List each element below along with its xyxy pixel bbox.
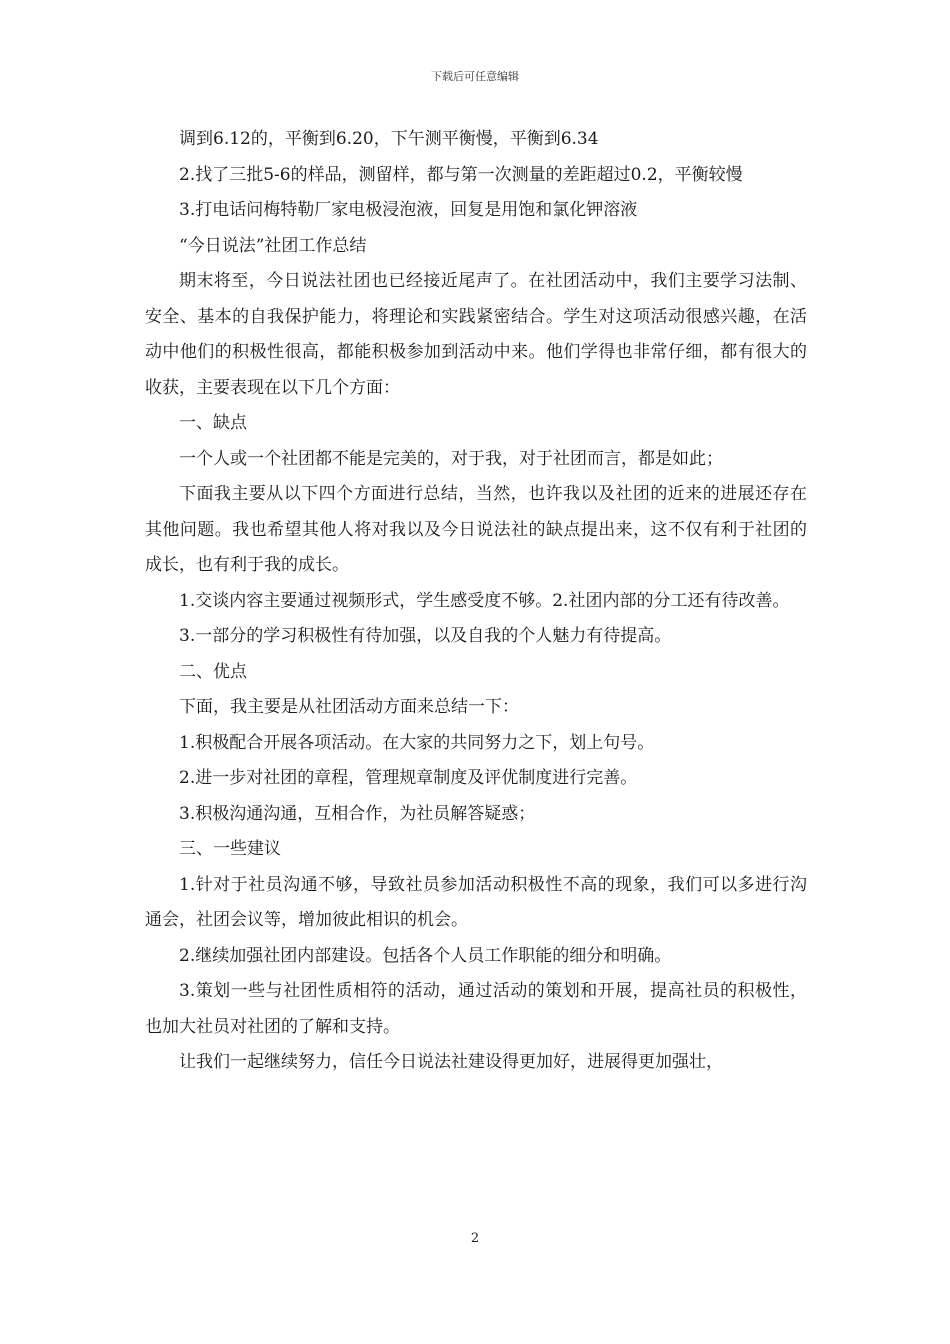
heading-shortcomings: 一、缺点 (179, 413, 247, 433)
page-header: 下载后可任意编辑 (431, 70, 519, 83)
paragraph-7: 一个人或一个社团都不能是完美的，对于我，对于社团而言，都是如此； (179, 448, 723, 469)
page-number: 2 (470, 1231, 480, 1246)
paragraph-1: 调到6.12的，平衡到6.20，下午测平衡慢，平衡到6.34 (179, 129, 599, 149)
heading-suggestions: 三、一些建议 (179, 839, 281, 859)
paragraph-10: 3.一部分的学习积极性有待加强，以及自我的个人魅力有待提高。 (179, 626, 672, 646)
paragraph-20: 让我们一起继续努力，信任今日说法社建设得更加好，进展得更加强壮， (179, 1052, 723, 1072)
paragraph-3: 3.打电话问梅特勒厂家电极浸泡液，回复是用饱和氯化钾溶液 (179, 200, 638, 220)
paragraph-17: 1.针对于社员沟通不够，导致社员参加活动积极性不高的现象，我们可以多进行沟通会，社团会议等，增加彼此相识的机会。 (145, 874, 807, 930)
paragraph-8: 下面我主要从以下四个方面进行总结，当然，也许我以及社团的近来的进展还存在其他问题。我也希望其他人将对我以及今日说法社的缺点提出来，这不仅有利于社团的成长，也有利于我的成长。 (145, 484, 807, 575)
paragraph-18: 2.继续加强社团内部建设。包括各个人员工作职能的细分和明确。 (179, 945, 672, 966)
section-title: “今日说法”社团工作总结 (179, 235, 367, 256)
paragraph-9: 1.交谈内容主要通过视频形式，学生感受度不够。2.社团内部的分工还有待改善。 (179, 590, 790, 611)
paragraph-13: 1.积极配合开展各项活动。在大家的共同努力之下，划上句号。 (179, 732, 655, 753)
paragraph-14: 2.进一步对社团的章程，管理规章制度及评优制度进行完善。 (179, 768, 638, 788)
paragraph-15: 3.积极沟通沟通，互相合作，为社员解答疑惑； (179, 803, 536, 824)
intro-paragraph: 期末将至，今日说法社团也已经接近尾声了。在社团活动中，我们主要学习法制、安全、基本的自我保护能力，将理论和实践紧密结合。学生对这项活动很感兴趣，在活动中他们的积极性很高，都能积极参加到活动中来。他们学得也非常仔细，都有很大的收获，主要表现在以下几个方面： (145, 271, 807, 398)
paragraph-2: 2.找了三批5-6的样品，测留样，都与第一次测量的差距超过0.2，平衡较慢 (179, 164, 743, 185)
heading-strengths: 二、优点 (179, 661, 247, 682)
paragraph-12: 下面，我主要是从社团活动方面来总结一下： (179, 697, 519, 717)
paragraph-19: 3.策划一些与社团性质相符的活动，通过活动的策划和开展，提高社员的积极性，也加大社员对社团的了解和支持。 (145, 981, 807, 1037)
document-body (145, 122, 807, 1081)
